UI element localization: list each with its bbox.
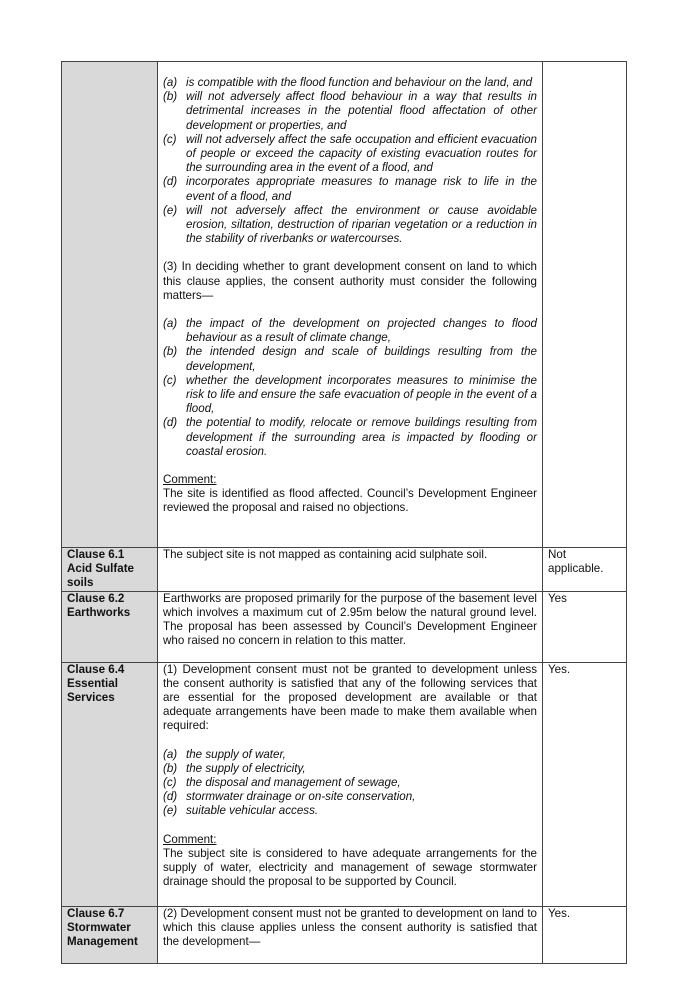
table-row (62, 591, 627, 662)
compliance-cell (543, 62, 627, 548)
clause-cell: Clause 6.7 Stormwater Management (62, 906, 158, 963)
provision-cell (158, 662, 543, 906)
provision-cell: The subject site is not mapped as containing acid sulphate soil. (158, 548, 543, 592)
comment-label: Comment: (163, 473, 217, 487)
compliance-cell: Not applicable. (543, 548, 627, 592)
clause-cell: Clause 6.1 Acid Sulfate soils (62, 548, 158, 592)
provision-cell (158, 62, 543, 548)
list-item: (d) incorporates appropriate measures to manage risk to life in the event of a flood, and (163, 175, 537, 203)
assessment-table (61, 61, 627, 964)
subclause-1: (1) Development consent must not be granted to development unless the consent authority is satisfied that any of the following services that are essential for the proposed development are available or that adequate arrangements have been made to make them available when required: (163, 662, 537, 733)
list-item: (d) stormwater drainage or on-site conservation, (163, 790, 416, 804)
comment-text: The subject site is considered to have adequate arrangements for the supply of water, electricity and management of sewage stormwater drainage should the proposal to be supported by Council. (163, 846, 537, 889)
matters-list (163, 317, 537, 459)
list-item: (c) will not adversely affect the safe occupation and efficient evacuation of people or exceed the capacity of existing evacuation routes for the surrounding area in the event of a flood, and (163, 132, 537, 175)
clause-cell: Clause 6.4 Essential Services (62, 662, 158, 906)
services-list (163, 748, 537, 819)
list-item: (b) the intended design and scale of buildings resulting from the development, (163, 345, 537, 373)
compliance-cell: Yes. (543, 662, 627, 906)
table-row (62, 548, 627, 592)
compliance-cell: Yes. (543, 906, 627, 963)
list-item: (d) the potential to modify, relocate or remove buildings resulting from development if the surrounding area is impacted by flooding or coastal erosion. (163, 416, 537, 458)
table-row (62, 62, 627, 548)
compliance-cell: Yes (543, 591, 627, 662)
table-row (62, 906, 627, 963)
comment-label: Comment: (163, 832, 217, 846)
list-item: (a) is compatible with the flood function and behaviour on the land, and (163, 76, 533, 89)
comment-text: The site is identified as flood affected. Council’s Development Engineer reviewed the proposal and raised no objections. (163, 487, 537, 515)
list-item: (e) suitable vehicular access. (163, 804, 319, 818)
provision-cell: (2) Development consent must not be granted to development on land to which this clause applies unless the consent authority is satisfied that the development— (158, 906, 543, 963)
list-item: (c) the disposal and management of sewage, (163, 776, 401, 790)
flood-criteria-list (163, 76, 537, 246)
list-item: (b) will not adversely affect flood behaviour in a way that results in detrimental increases in the potential flood affectation of other development or properties, and (163, 90, 537, 132)
list-item: (a) the impact of the development on projected changes to flood behaviour as a result of climate change, (163, 317, 537, 345)
subclause-3: (3) In deciding whether to grant development consent on land to which this clause applies, the consent authority must consider the following matters— (163, 260, 537, 302)
list-item: (c) whether the development incorporates measures to minimise the risk to life and ensure the safe evacuation of people in the event of a flood, (163, 373, 537, 416)
clause-cell: Clause 6.2 Earthworks (62, 591, 158, 662)
list-item: (b) the supply of electricity, (163, 761, 306, 775)
table-row (62, 662, 627, 906)
list-item: (e) will not adversely affect the environment or cause avoidable erosion, siltation, destruction of riparian vegetation or a reduction in the stability of riverbanks or watercourses. (163, 203, 537, 246)
list-item: (a) the supply of water, (163, 747, 286, 761)
provision-cell: Earthworks are proposed primarily for the purpose of the basement level which involves a maximum cut of 2.95m below the natural ground level. The proposal has been assessed by Council’s Development Engineer who raised no concern in relation to this matter. (158, 591, 543, 662)
clause-cell (62, 62, 158, 548)
